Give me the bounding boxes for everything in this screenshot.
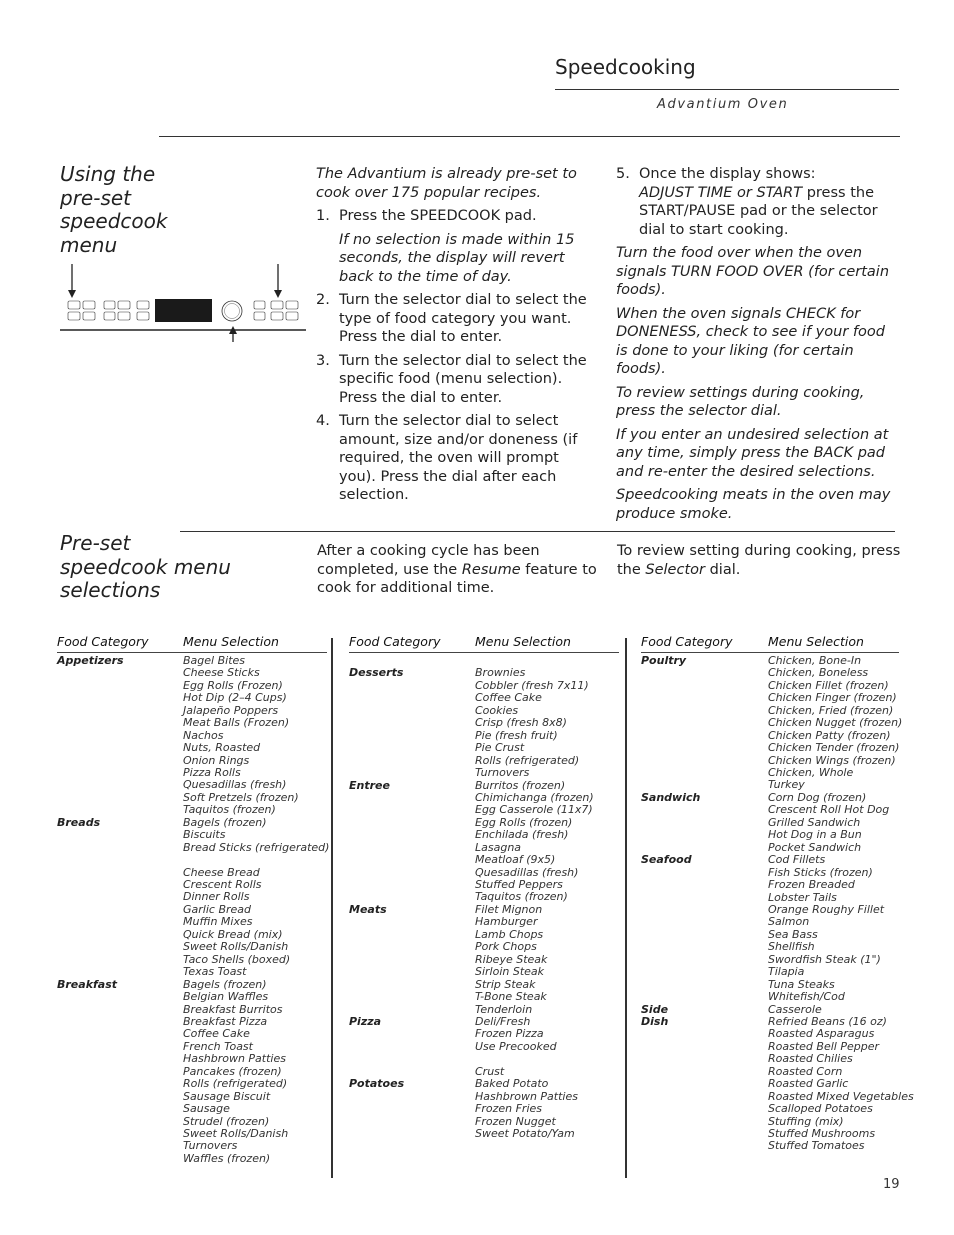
menu-selection-item: Chicken, Bone-In	[768, 654, 862, 667]
note-review: To review settings during cooking, press the selector dial.	[616, 384, 865, 419]
menu-selection-item: Chicken Nugget (frozen)	[768, 716, 903, 730]
menu-selection-item: Tuna Steaks	[768, 977, 835, 991]
menu-selection-list	[768, 792, 889, 854]
menu-selection-item: Chicken, Fried (frozen)	[768, 703, 894, 717]
menu-selection-item: Taco Shells (boxed)	[183, 952, 291, 966]
section1-title: Using the pre-set speedcook menu	[60, 162, 168, 257]
food-category: Breakfast	[57, 977, 118, 991]
menu-selection-item: Dinner Rolls	[183, 890, 250, 904]
resume-note: After a cooking cycle has been completed, use the Resume feature to cook for additional time.	[317, 543, 597, 596]
menu-selection-item: Roasted Mixed Vegetables	[768, 1089, 914, 1103]
menu-selection-item: Pie (fresh fruit)	[475, 728, 558, 742]
menu-selection-item: Texas Toast	[183, 965, 247, 979]
note-back: If you enter an undesired selection at any time, simply press the BACK pad and re-enter the desired selections.	[616, 426, 889, 480]
menu-selection-list	[475, 904, 547, 1016]
col-header-menu: Menu Selection	[183, 634, 279, 649]
menu-selection-item: Soft Pretzels (frozen)	[183, 790, 299, 804]
menu-selection-item: Orange Roughy Fillet	[768, 902, 885, 916]
menu-selection-item: Fish Sticks (frozen)	[768, 865, 873, 879]
menu-selection-item: Stuffed Peppers	[475, 878, 563, 891]
step-1: 1. Press the SPEEDCOOK pad. If no selection is made within 15 seconds, the display will revert back to the time of day.	[316, 207, 599, 286]
menu-selection-item: Roasted Bell Pepper	[768, 1039, 879, 1053]
menu-selection-item: Chimichanga (frozen)	[475, 790, 594, 804]
menu-selection-list	[768, 854, 884, 1003]
menu-selection-item: Sirloin Steak	[475, 965, 545, 979]
menu-selection-item: Stuffed Tomatoes	[768, 1139, 865, 1153]
menu-selection-item: Nuts, Roasted	[183, 741, 261, 755]
menu-selection-item: Lamb Chops	[475, 927, 544, 941]
menu-selection-item: Scalloped Potatoes	[768, 1102, 873, 1116]
menu-selection-item: Chicken Finger (frozen)	[768, 691, 897, 705]
selector-note: To review setting during cooking, press the Selector dial.	[617, 543, 901, 578]
menu-selection-item: Roasted Garlic	[768, 1077, 849, 1091]
menu-selection-item: Frozen Breaded	[768, 878, 855, 892]
col-header-food: Food Category	[57, 634, 149, 649]
menu-selection-item: Cod Fillets	[768, 853, 826, 867]
menu-selection-list	[183, 979, 288, 1166]
column-divider	[625, 638, 627, 1178]
menu-selection-item: Pizza Rolls	[183, 765, 241, 779]
col-header-menu: Menu Selection	[475, 634, 571, 649]
menu-selection-item	[183, 854, 329, 866]
instructions-column-a	[316, 165, 599, 510]
menu-selection-list	[183, 817, 329, 979]
menu-selection-item: Bagel Bites	[183, 654, 246, 667]
menu-selection-item: Deli/Fresh	[475, 1015, 531, 1029]
step-4: 4. Turn the selector dial to select amount, size and/or doneness (if required, the oven will prompt you). Press the dial after each selection.	[316, 413, 578, 503]
menu-selection-item: Grilled Sandwich	[768, 815, 861, 829]
menu-selection-item: Crescent Roll Hot Dog	[768, 803, 890, 817]
menu-selection-item: Rolls (refrigerated)	[475, 753, 580, 767]
menu-selection-item: Waffles (frozen)	[183, 1151, 271, 1165]
menu-selection-item: Hot Dip (2–4 Cups)	[183, 691, 287, 705]
menu-selection-list	[183, 655, 299, 817]
menu-selection-item: Breakfast Burritos	[183, 1002, 283, 1016]
menu-selection-item: Stuffing (mix)	[768, 1114, 844, 1128]
food-category: Poultry	[641, 654, 687, 667]
menu-selection-item: Turnovers	[475, 765, 530, 779]
menu-selection-item: Turkey	[768, 778, 805, 792]
menu-selection-item: Cheese Bread	[183, 865, 260, 879]
menu-selection-item: Nachos	[183, 728, 224, 742]
menu-selection-item: Sweet Rolls/Danish	[183, 1126, 289, 1140]
menu-selection-item: Egg Casserole (11x7)	[475, 803, 593, 817]
food-category: Breads	[57, 815, 101, 829]
note-doneness: When the oven signals CHECK for DONENESS, check to see if your food is done to your liking (for certain foods).	[616, 305, 885, 377]
menu-selection-item: Tenderloin	[475, 1002, 533, 1016]
menu-selection-item: Sweet Potato/Yam	[475, 1127, 575, 1141]
step-5: 5. Once the display shows: ADJUST TIME or START press the START/PAUSE pad or the selector dial to start cooking.	[616, 166, 878, 238]
menu-selection-item: Pie Crust	[475, 741, 525, 755]
food-category: Entree	[349, 778, 390, 792]
menu-selection-item: Tilapia	[768, 965, 805, 979]
menu-selection-item: Sea Bass	[768, 927, 818, 941]
menu-selection-item: Taquitos (frozen)	[183, 803, 276, 817]
menu-selection-item: Garlic Bread	[183, 902, 252, 916]
menu-selection-item: Muffin Mixes	[183, 915, 253, 929]
menu-selection-list	[768, 1004, 914, 1153]
menu-selection-item: Turnovers	[183, 1139, 238, 1153]
menu-selection-item: Enchilada (fresh)	[475, 828, 569, 842]
menu-selection-item: Shellfish	[768, 940, 815, 954]
column-divider	[331, 638, 333, 1178]
menu-selection-item: Pork Chops	[475, 940, 537, 954]
menu-selection-item: Hot Dog in a Bun	[768, 828, 862, 842]
food-category: Potatoes	[349, 1077, 405, 1091]
col-header-food: Food Category	[349, 634, 441, 649]
section2-title: Pre-set speedcook menu selections	[60, 531, 231, 602]
menu-selection-item: Swordfish Steak (1")	[768, 952, 881, 966]
menu-selection-list	[475, 1016, 557, 1066]
menu-selection-list	[768, 655, 902, 792]
menu-selection-item: Cobbler (fresh 7x11)	[475, 678, 589, 692]
step-1-note: If no selection is made within 15 seconds, the display will revert back to the time of day.	[339, 231, 575, 285]
menu-selection-item: Crisp (fresh 8x8)	[475, 716, 567, 730]
menu-selection-item: Ribeye Steak	[475, 952, 548, 966]
col-header-food: Food Category	[641, 634, 733, 649]
menu-selection-item: Strudel (frozen)	[183, 1114, 270, 1128]
page-number: 19	[883, 1177, 900, 1192]
menu-selection-item: Frozen Nugget	[475, 1114, 556, 1128]
menu-selection-item	[475, 1053, 557, 1065]
instructions-column-b	[616, 165, 900, 528]
menu-selection-item: Frozen Fries	[475, 1102, 542, 1116]
food-category: Seafood	[641, 853, 692, 867]
menu-selection-item: Coffee Cake	[475, 691, 542, 705]
menu-selection-item: Chicken, Boneless	[768, 666, 869, 680]
menu-selection-list	[475, 667, 589, 779]
menu-selection-item: Brownies	[475, 666, 526, 680]
menu-selection-item: Chicken Fillet (frozen)	[768, 678, 889, 692]
food-category: Desserts	[349, 666, 404, 680]
menu-selection-item: Jalapeño Poppers	[183, 703, 279, 717]
menu-selection-item: Quick Bread (mix)	[183, 927, 283, 941]
menu-selection-item: Chicken Wings (frozen)	[768, 753, 896, 767]
food-category: Side Dish	[641, 1002, 669, 1029]
steps-list	[316, 207, 599, 505]
menu-selection-item: Bagels (frozen)	[183, 977, 267, 991]
menu-selection-item: Burritos (frozen)	[475, 778, 566, 792]
menu-selection-item: Sweet Rolls/Danish	[183, 940, 289, 954]
menu-selection-item: Hashbrown Patties	[183, 1052, 286, 1066]
menu-selection-item: Bagels (frozen)	[183, 815, 267, 829]
page-title: Speedcooking	[555, 55, 696, 79]
menu-selection-item: Casserole	[768, 1002, 822, 1016]
menu-selection-item: Salmon	[768, 915, 810, 929]
menu-selection-item: Baked Potato	[475, 1077, 549, 1091]
menu-selection-item: Refried Beans (16 oz)	[768, 1015, 887, 1029]
menu-selection-item: Roasted Chilies	[768, 1052, 853, 1066]
menu-selection-item: Roasted Asparagus	[768, 1027, 875, 1041]
menu-selection-item: Quesadillas (fresh)	[183, 778, 287, 792]
food-category: Pizza	[349, 1015, 382, 1029]
menu-selection-item: Meatloaf (9x5)	[475, 853, 556, 867]
section-divider	[159, 136, 900, 137]
food-category: Appetizers	[57, 654, 124, 667]
menu-selection-item: Hashbrown Patties	[475, 1089, 578, 1103]
menu-selection-list	[475, 780, 594, 904]
step-3: 3. Turn the selector dial to select the specific food (menu selection). Press the dial to enter.	[316, 352, 587, 406]
menu-selection-item: Lobster Tails	[768, 890, 837, 904]
menu-selection-item: Lasagna	[475, 840, 522, 854]
menu-selection-item: Strip Steak	[475, 977, 536, 991]
menu-selection-item: Chicken Patty (frozen)	[768, 728, 891, 742]
menu-selection-item: French Toast	[183, 1039, 253, 1053]
menu-selection-item: Corn Dog (frozen)	[768, 790, 867, 804]
menu-selection-item: Biscuits	[183, 828, 226, 842]
menu-selection-item: Stuffed Mushrooms	[768, 1126, 876, 1140]
menu-selection-item: Crust	[475, 1064, 505, 1078]
menu-selection-list	[475, 1078, 578, 1140]
food-category: Sandwich	[641, 790, 701, 804]
menu-selection-item: Pocket Sandwich	[768, 840, 862, 854]
step-2: 2. Turn the selector dial to select the type of food category you want. Press the dial to enter.	[316, 292, 587, 345]
menu-selection-item: Rolls (refrigerated)	[183, 1077, 288, 1091]
menu-selection-item: Chicken Tender (frozen)	[768, 741, 900, 755]
menu-selection-item: Breakfast Pizza	[183, 1015, 268, 1028]
page-subtitle: Advantium Oven	[657, 97, 789, 112]
menu-selection-item: Pancakes (frozen)	[183, 1064, 282, 1078]
menu-selection-item: Use Precooked	[475, 1039, 557, 1053]
menu-selection-item: Cheese Sticks	[183, 666, 260, 680]
menu-selection-item: Sausage	[183, 1102, 230, 1116]
control-panel-illustration	[60, 262, 310, 342]
menu-selection-item: Taquitos (frozen)	[475, 890, 568, 904]
col-header-menu: Menu Selection	[768, 634, 864, 649]
menu-selection-item: Crescent Rolls	[183, 878, 262, 892]
menu-selection-item: Chicken, Whole	[768, 765, 854, 779]
food-category: Meats	[349, 903, 387, 916]
menu-selection-item: Meat Balls (Frozen)	[183, 716, 290, 730]
header-rule	[555, 89, 899, 90]
menu-selection-item: Hamburger	[475, 915, 538, 929]
menu-selection-item: Filet Mignon	[475, 903, 543, 916]
menu-selection-item: Frozen Pizza	[475, 1027, 544, 1041]
intro-text: The Advantium is already pre-set to cook over 175 popular recipes.	[316, 166, 577, 201]
note-turn-food: Turn the food over when the oven signals TURN FOOD OVER (for certain foods).	[616, 245, 890, 298]
menu-selection-item: Egg Rolls (frozen)	[475, 815, 573, 829]
menu-selection-item: Roasted Corn	[768, 1064, 843, 1078]
menu-selection-item: Coffee Cake	[183, 1027, 250, 1041]
menu-selection-item: Whitefish/Cod	[768, 990, 845, 1003]
menu-selection-item: Egg Rolls (Frozen)	[183, 678, 283, 692]
menu-selection-item: Cookies	[475, 703, 519, 717]
menu-selection-item: T-Bone Steak	[475, 990, 547, 1004]
menu-selection-item: Belgian Waffles	[183, 990, 269, 1004]
menu-selection-item: Bread Sticks (refrigerated)	[183, 840, 330, 854]
menu-selection-item: Onion Rings	[183, 753, 250, 767]
menu-selection-item: Sausage Biscuit	[183, 1089, 271, 1103]
menu-selection-item: Quesadillas (fresh)	[475, 865, 579, 879]
note-smoke: Speedcooking meats in the oven may produce smoke.	[616, 487, 891, 522]
